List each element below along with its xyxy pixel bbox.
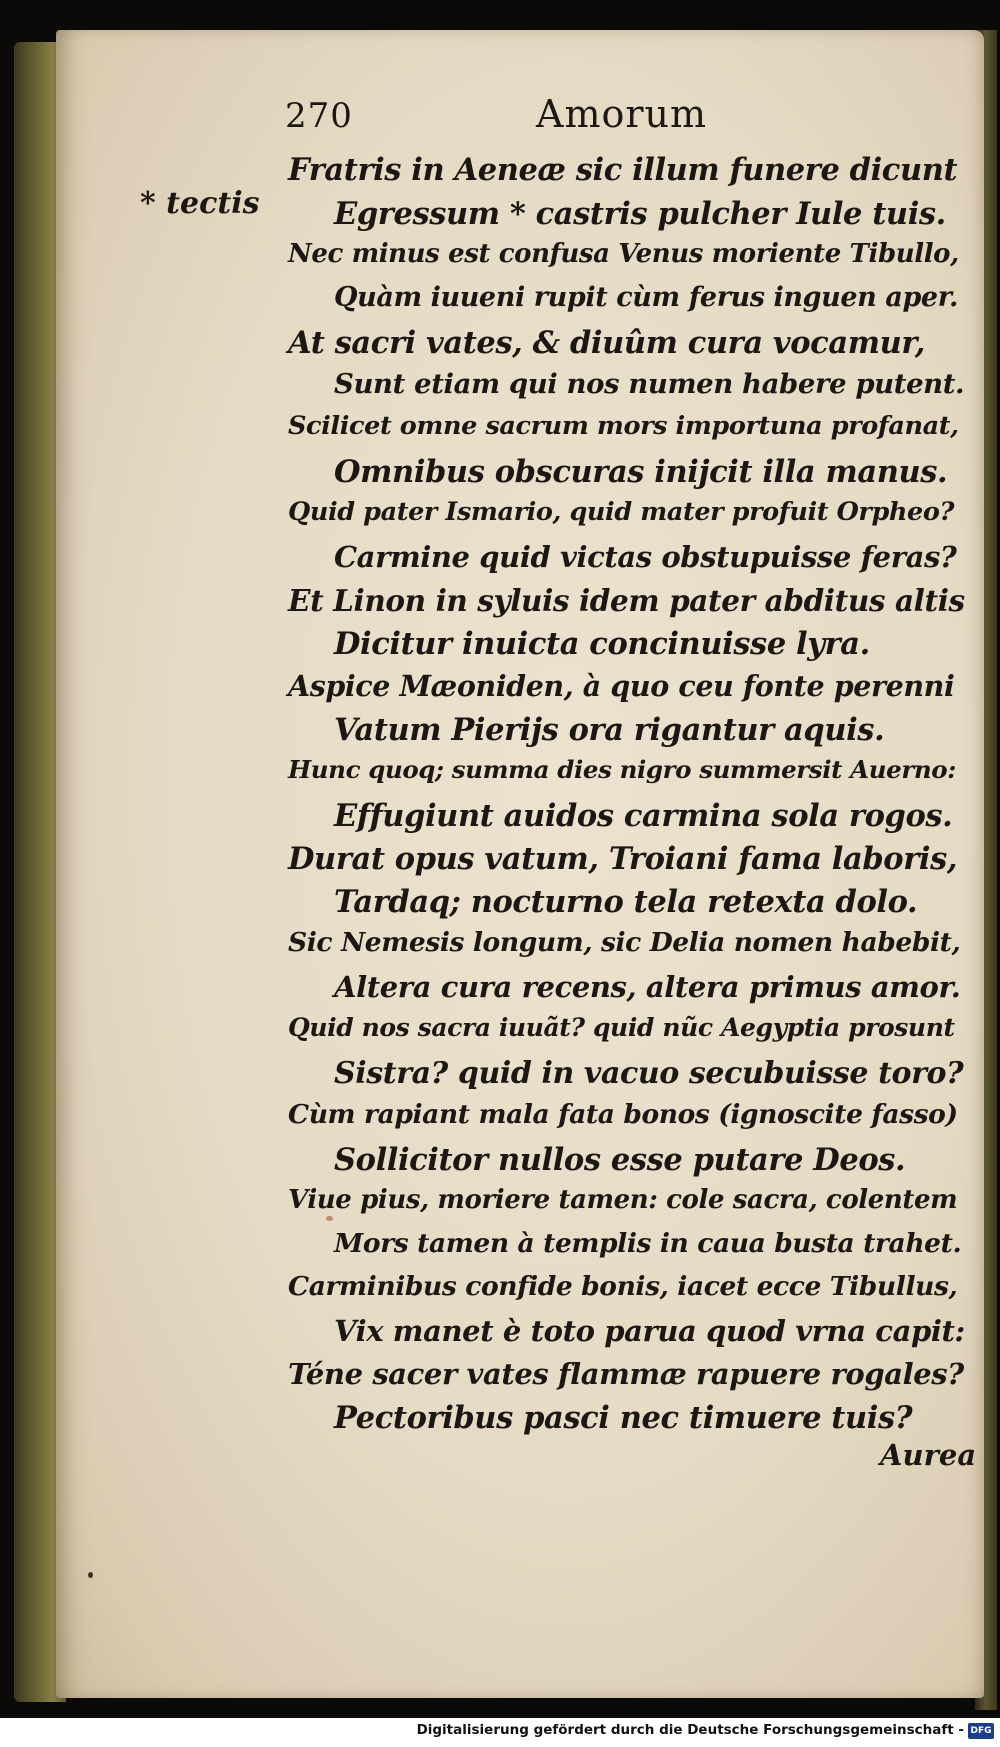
verse-line: Tardaq; nocturno tela retexta dolo. — [334, 884, 918, 920]
verse-line: Sistra? quid in vacuo secubuisse toro? — [334, 1056, 964, 1091]
verse-line: Quid nos sacra iuuãt? quid nũc Aegyptia prosunt — [288, 1013, 955, 1042]
verse-line: Effugiunt auidos carmina sola rogos. — [334, 798, 953, 834]
verse-line: Carmine quid victas obstupuisse feras? — [334, 540, 957, 574]
page-number: 270 — [285, 96, 353, 136]
ink-speck — [88, 1572, 93, 1578]
verse-line: Carminibus confide bonis, iacet ecce Tibullus, — [288, 1271, 958, 1302]
running-head: Amorum — [536, 92, 708, 136]
verse-line: Altera cura recens, altera primus amor. — [334, 970, 961, 1004]
verse-line: Mors tamen à templis in caua busta trahet. — [334, 1228, 962, 1259]
verse-line: Vatum Pierijs ora rigantur aquis. — [334, 712, 885, 748]
stain-speck — [326, 1216, 333, 1221]
verse-line: Téne sacer vates flammæ rapuere rogales? — [288, 1357, 964, 1391]
verse-line: Aspice Mæoniden, à quo ceu fonte perenni — [288, 669, 955, 703]
verse-line: Quàm iuueni rupit cùm ferus inguen aper. — [334, 282, 959, 313]
verse-line: Durat opus vatum, Troiani fama laboris, — [288, 841, 958, 877]
verse-line: Sunt etiam qui nos numen habere putent. — [334, 368, 965, 400]
catchword: Aurea — [880, 1438, 977, 1472]
verse-line: At sacri vates, & diuûm cura vocamur, — [288, 325, 926, 361]
verse-line: Omnibus obscuras inijcit illa manus. — [334, 454, 948, 490]
verse-line: Et Linon in syluis idem pater abditus altis — [288, 583, 965, 618]
verse-line: Fratris in Aeneæ sic illum funere dicunt — [288, 152, 958, 188]
verse-line: Quid pater Ismario, quid mater profuit Orpheo? — [288, 497, 954, 527]
verse-line: Vix manet è toto parua quod vrna capit: — [334, 1314, 965, 1348]
verse-line: Sic Nemesis longum, sic Delia nomen habebit, — [288, 927, 961, 958]
verse-line: Nec minus est confusa Venus moriente Tibullo, — [288, 239, 959, 269]
digitization-credit: Digitalisierung gefördert durch die Deutsche Forschungsgemeinschaft - — [416, 1722, 964, 1738]
verse-line: Cùm rapiant mala fata bonos (ignoscite fasso) — [288, 1099, 958, 1130]
verse-line: Hunc quoq; summa dies nigro summersit Auerno: — [288, 755, 956, 784]
verse-line: Sollicitor nullos esse putare Deos. — [334, 1142, 906, 1178]
verse-line: Scilicet omne sacrum mors importuna profanat, — [288, 411, 959, 441]
verse-line: Egressum * castris pulcher Iule tuis. — [334, 196, 946, 232]
marginal-note: * tectis — [140, 186, 260, 221]
dfg-logo-icon: DFG — [968, 1723, 994, 1739]
verse-line: Viue pius, moriere tamen: cole sacra, colentem — [288, 1185, 958, 1215]
verse-line: Dicitur inuicta concinuisse lyra. — [334, 626, 870, 662]
verse-line: Pectoribus pasci nec timuere tuis? — [334, 1400, 913, 1436]
